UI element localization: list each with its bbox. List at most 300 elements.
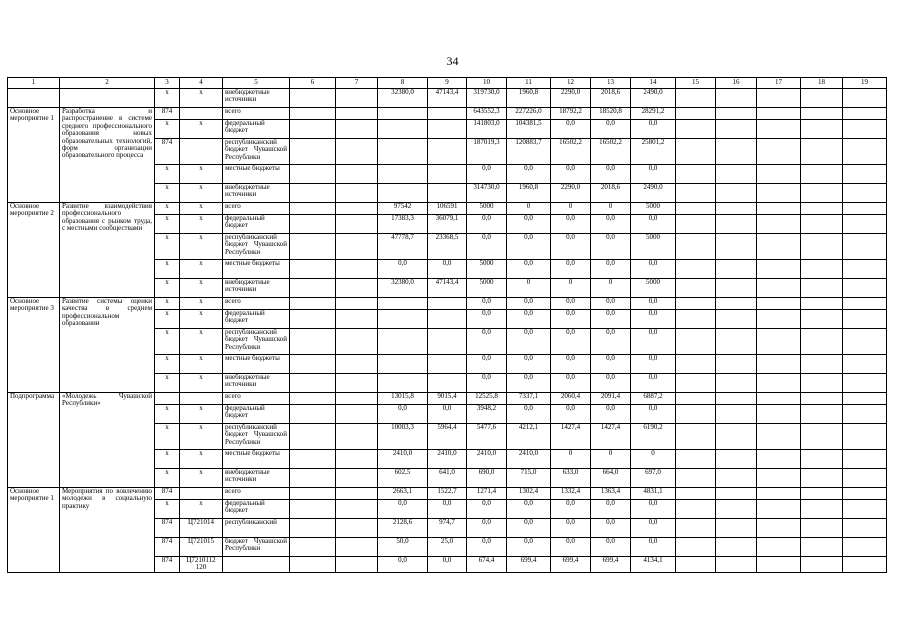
value-cell-c10: 5000 (467, 203, 507, 215)
empty-cell (801, 500, 843, 519)
empty-cell (676, 488, 716, 500)
value-cell-c13: 0,0 (591, 519, 631, 538)
value-cell-c14: 0,0 (631, 120, 676, 139)
grbs-code-cell: x (155, 89, 180, 108)
empty-cell (336, 329, 378, 355)
empty-cell (716, 165, 757, 184)
empty-cell (843, 500, 887, 519)
empty-cell (757, 203, 801, 215)
funding-source-cell: местные бюджеты (223, 165, 290, 184)
value-cell-c14: 0,0 (631, 310, 676, 329)
target-article-cell: x (180, 279, 223, 298)
value-cell-c10: 5000 (467, 260, 507, 279)
empty-cell (757, 450, 801, 469)
empty-cell (801, 405, 843, 424)
value-cell-c11: 0,0 (507, 355, 551, 374)
empty-cell (716, 355, 757, 374)
empty-cell (676, 89, 716, 108)
empty-cell (676, 374, 716, 393)
value-cell-c8 (378, 165, 428, 184)
empty-cell (801, 215, 843, 234)
value-cell-c11: 0,0 (507, 215, 551, 234)
empty-cell (290, 329, 336, 355)
empty-cell (336, 260, 378, 279)
value-cell-c14: 0,0 (631, 165, 676, 184)
empty-cell (716, 215, 757, 234)
funding-source-cell: местные бюджеты (223, 450, 290, 469)
empty-cell (676, 538, 716, 557)
empty-cell (716, 234, 757, 260)
target-article-cell: x (180, 374, 223, 393)
target-article-cell (180, 108, 223, 120)
empty-cell (757, 298, 801, 310)
value-cell-c9 (428, 355, 467, 374)
funding-source-cell (223, 557, 290, 573)
target-article-cell: x (180, 89, 223, 108)
value-cell-c10: 674,4 (467, 557, 507, 573)
value-cell-c10: 2410,0 (467, 450, 507, 469)
value-cell-c8 (378, 374, 428, 393)
empty-cell (843, 519, 887, 538)
value-cell-c8 (378, 355, 428, 374)
empty-cell (757, 355, 801, 374)
empty-cell (290, 203, 336, 215)
empty-cell (336, 355, 378, 374)
empty-cell (676, 519, 716, 538)
empty-cell (290, 469, 336, 488)
table-row (8, 393, 887, 405)
value-cell-c13: 0,0 (591, 329, 631, 355)
empty-cell (716, 120, 757, 139)
value-cell-c10: 141803,0 (467, 120, 507, 139)
grbs-code-cell: 874 (155, 488, 180, 500)
value-cell-c12: 0,0 (551, 329, 591, 355)
empty-cell (716, 500, 757, 519)
value-cell-c10: 1271,4 (467, 488, 507, 500)
target-article-cell: x (180, 450, 223, 469)
value-cell-c12: 16502,2 (551, 139, 591, 165)
value-cell-c8: 10003,3 (378, 424, 428, 450)
empty-cell (676, 203, 716, 215)
empty-cell (336, 500, 378, 519)
funding-source-cell: республиканский бюджет Чувашской Республики (223, 139, 290, 165)
empty-cell (336, 203, 378, 215)
empty-cell (716, 393, 757, 405)
value-cell-c9: 0,0 (428, 405, 467, 424)
empty-cell (801, 469, 843, 488)
table-row (8, 488, 887, 500)
value-cell-c8: 32380,0 (378, 89, 428, 108)
table-row (8, 298, 887, 310)
value-cell-c8 (378, 310, 428, 329)
activity-name-cell: Мероприятия по вовлечению молодежи в социальную практику (60, 488, 155, 573)
grbs-code-cell (155, 393, 180, 405)
value-cell-c10: 5000 (467, 279, 507, 298)
column-header-13: 13 (591, 78, 631, 89)
empty-cell (843, 279, 887, 298)
empty-cell (676, 355, 716, 374)
value-cell-c12: 0,0 (551, 234, 591, 260)
funding-source-cell: внебюджетные источники (223, 89, 290, 108)
grbs-code-cell: x (155, 450, 180, 469)
value-cell-c11: 0,0 (507, 165, 551, 184)
empty-cell (290, 108, 336, 120)
empty-cell (290, 393, 336, 405)
value-cell-c11: 699,4 (507, 557, 551, 573)
value-cell-c9 (428, 165, 467, 184)
column-header-4: 4 (180, 78, 223, 89)
value-cell-c10: 0,0 (467, 234, 507, 260)
value-cell-c13: 0,0 (591, 260, 631, 279)
value-cell-c11: 0 (507, 279, 551, 298)
target-article-cell: x (180, 260, 223, 279)
value-cell-c13: 0 (591, 450, 631, 469)
value-cell-c13: 0,0 (591, 374, 631, 393)
funding-source-cell: республиканский бюджет Чувашской Республики (223, 329, 290, 355)
target-article-cell: x (180, 500, 223, 519)
grbs-code-cell: 874 (155, 139, 180, 165)
empty-cell (290, 89, 336, 108)
value-cell-c10: 12525,8 (467, 393, 507, 405)
empty-cell (676, 329, 716, 355)
empty-cell (801, 108, 843, 120)
value-cell-c13: 0,0 (591, 538, 631, 557)
empty-cell (676, 165, 716, 184)
column-header-14: 14 (631, 78, 676, 89)
column-header-17: 17 (757, 78, 801, 89)
funding-source-cell: республиканский (223, 519, 290, 538)
value-cell-c9: 47143,4 (428, 279, 467, 298)
value-cell-c14: 5000 (631, 279, 676, 298)
empty-cell (290, 260, 336, 279)
activity-type-cell: Основное мероприятие 3 (8, 298, 60, 393)
value-cell-c11: 0,0 (507, 374, 551, 393)
empty-cell (336, 184, 378, 203)
empty-cell (676, 393, 716, 405)
empty-cell (757, 488, 801, 500)
column-header-9: 9 (428, 78, 467, 89)
table-row (8, 89, 887, 108)
empty-cell (716, 557, 757, 573)
target-article-cell: x (180, 329, 223, 355)
empty-cell (676, 557, 716, 573)
empty-cell (843, 355, 887, 374)
column-header-8: 8 (378, 78, 428, 89)
value-cell-c10: 0,0 (467, 298, 507, 310)
funding-source-cell: местные бюджеты (223, 355, 290, 374)
value-cell-c12: 0,0 (551, 310, 591, 329)
value-cell-c8 (378, 139, 428, 165)
target-article-cell (180, 488, 223, 500)
funding-source-cell: всего (223, 298, 290, 310)
empty-cell (716, 203, 757, 215)
value-cell-c13: 0,0 (591, 234, 631, 260)
grbs-code-cell: x (155, 203, 180, 215)
value-cell-c12: 0,0 (551, 120, 591, 139)
target-article-cell: x (180, 165, 223, 184)
value-cell-c12: 0,0 (551, 405, 591, 424)
value-cell-c14: 25801,2 (631, 139, 676, 165)
empty-cell (801, 234, 843, 260)
funding-source-cell: внебюджетные источники (223, 184, 290, 203)
empty-cell (843, 89, 887, 108)
activity-name-cell: Разработка и распространение в системе среднего профессионального образования новых образовательных технологий, форм организации образовательного процесса (60, 108, 155, 203)
empty-cell (757, 120, 801, 139)
empty-cell (716, 184, 757, 203)
value-cell-c8: 2663,1 (378, 488, 428, 500)
empty-cell (716, 374, 757, 393)
value-cell-c12: 0,0 (551, 519, 591, 538)
grbs-code-cell: x (155, 234, 180, 260)
value-cell-c8 (378, 298, 428, 310)
column-header-7: 7 (336, 78, 378, 89)
grbs-code-cell: 874 (155, 557, 180, 573)
empty-cell (843, 393, 887, 405)
value-cell-c12: 0,0 (551, 500, 591, 519)
value-cell-c8: 0,0 (378, 260, 428, 279)
empty-cell (290, 488, 336, 500)
empty-cell (336, 393, 378, 405)
empty-cell (336, 165, 378, 184)
target-article-cell: Ц7210112 120 (180, 557, 223, 573)
empty-cell (757, 184, 801, 203)
empty-cell (843, 424, 887, 450)
value-cell-c13: 16502,2 (591, 139, 631, 165)
value-cell-c13: 0,0 (591, 215, 631, 234)
empty-cell (716, 310, 757, 329)
value-cell-c11: 0,0 (507, 329, 551, 355)
value-cell-c11: 227226,0 (507, 108, 551, 120)
value-cell-c9: 0,0 (428, 260, 467, 279)
value-cell-c11: 1960,8 (507, 89, 551, 108)
value-cell-c11: 715,0 (507, 469, 551, 488)
activity-type-cell: Основное мероприятие 1 (8, 108, 60, 203)
target-article-cell: x (180, 203, 223, 215)
value-cell-c9: 0,0 (428, 500, 467, 519)
value-cell-c8: 32380,0 (378, 279, 428, 298)
empty-cell (290, 234, 336, 260)
value-cell-c13: 0,0 (591, 500, 631, 519)
table-body (8, 78, 887, 573)
value-cell-c9: 47143,4 (428, 89, 467, 108)
target-article-cell: Ц721015 (180, 538, 223, 557)
value-cell-c9: 106591 (428, 203, 467, 215)
value-cell-c10: 690,0 (467, 469, 507, 488)
empty-cell (757, 279, 801, 298)
column-header-6: 6 (290, 78, 336, 89)
empty-cell (843, 469, 887, 488)
value-cell-c11: 0 (507, 203, 551, 215)
empty-cell (757, 139, 801, 165)
empty-cell (843, 234, 887, 260)
column-header-15: 15 (676, 78, 716, 89)
empty-cell (290, 424, 336, 450)
value-cell-c13: 0,0 (591, 298, 631, 310)
value-cell-c14: 0,0 (631, 405, 676, 424)
empty-cell (676, 260, 716, 279)
empty-cell (716, 488, 757, 500)
empty-cell (336, 139, 378, 165)
column-header-5: 5 (223, 78, 290, 89)
empty-cell (336, 310, 378, 329)
empty-cell (801, 393, 843, 405)
value-cell-c9 (428, 310, 467, 329)
empty-cell (716, 89, 757, 108)
value-cell-c14: 0,0 (631, 298, 676, 310)
table-row (8, 203, 887, 215)
value-cell-c12: 18792,2 (551, 108, 591, 120)
value-cell-c13: 0,0 (591, 355, 631, 374)
value-cell-c9: 5964,4 (428, 424, 467, 450)
value-cell-c11: 1960,8 (507, 184, 551, 203)
value-cell-c13: 18520,8 (591, 108, 631, 120)
empty-cell (676, 310, 716, 329)
value-cell-c13: 2018,6 (591, 184, 631, 203)
value-cell-c12: 2290,0 (551, 184, 591, 203)
value-cell-c14: 5000 (631, 234, 676, 260)
empty-cell (336, 374, 378, 393)
target-article-cell: x (180, 405, 223, 424)
empty-cell (801, 329, 843, 355)
empty-cell (801, 310, 843, 329)
empty-cell (757, 215, 801, 234)
value-cell-c11: 0,0 (507, 519, 551, 538)
value-cell-c12: 0,0 (551, 165, 591, 184)
funding-source-cell: внебюджетные источники (223, 279, 290, 298)
empty-cell (843, 120, 887, 139)
value-cell-c9: 1522,7 (428, 488, 467, 500)
target-article-cell: x (180, 310, 223, 329)
value-cell-c9: 36079,1 (428, 215, 467, 234)
empty-cell (843, 329, 887, 355)
empty-cell (757, 329, 801, 355)
empty-cell (676, 279, 716, 298)
value-cell-c9: 0,0 (428, 557, 467, 573)
value-cell-c14: 697,0 (631, 469, 676, 488)
empty-cell (801, 519, 843, 538)
value-cell-c8: 2128,6 (378, 519, 428, 538)
activity-name-cell (60, 89, 155, 108)
target-article-cell (180, 139, 223, 165)
value-cell-c10: 0,0 (467, 310, 507, 329)
empty-cell (716, 298, 757, 310)
target-article-cell: x (180, 120, 223, 139)
empty-cell (843, 165, 887, 184)
value-cell-c12: 0,0 (551, 298, 591, 310)
empty-cell (290, 405, 336, 424)
empty-cell (843, 538, 887, 557)
empty-cell (843, 405, 887, 424)
value-cell-c9 (428, 120, 467, 139)
value-cell-c11: 2410,0 (507, 450, 551, 469)
grbs-code-cell: x (155, 184, 180, 203)
value-cell-c12: 0 (551, 203, 591, 215)
value-cell-c14: 4134,1 (631, 557, 676, 573)
empty-cell (290, 165, 336, 184)
value-cell-c11: 0,0 (507, 538, 551, 557)
empty-cell (290, 355, 336, 374)
empty-cell (801, 203, 843, 215)
empty-cell (290, 519, 336, 538)
grbs-code-cell: x (155, 165, 180, 184)
target-article-cell: x (180, 298, 223, 310)
empty-cell (757, 89, 801, 108)
empty-cell (801, 355, 843, 374)
value-cell-c13: 0,0 (591, 165, 631, 184)
empty-cell (676, 405, 716, 424)
target-article-cell: x (180, 234, 223, 260)
target-article-cell: x (180, 355, 223, 374)
empty-cell (843, 108, 887, 120)
empty-cell (336, 234, 378, 260)
target-article-cell: x (180, 469, 223, 488)
value-cell-c10: 319730,0 (467, 89, 507, 108)
value-cell-c9: 23368,5 (428, 234, 467, 260)
value-cell-c12: 699,4 (551, 557, 591, 573)
empty-cell (336, 279, 378, 298)
empty-cell (757, 469, 801, 488)
empty-cell (801, 557, 843, 573)
column-header-12: 12 (551, 78, 591, 89)
value-cell-c10: 643552,3 (467, 108, 507, 120)
empty-cell (757, 519, 801, 538)
column-header-11: 11 (507, 78, 551, 89)
value-cell-c9: 974,7 (428, 519, 467, 538)
value-cell-c13: 664,0 (591, 469, 631, 488)
empty-cell (801, 450, 843, 469)
funding-source-cell: республиканский бюджет Чувашской Республики (223, 234, 290, 260)
value-cell-c12: 0,0 (551, 374, 591, 393)
value-cell-c8 (378, 108, 428, 120)
activity-type-cell: Основное мероприятие 1 (8, 488, 60, 573)
grbs-code-cell: 874 (155, 108, 180, 120)
value-cell-c12: 0,0 (551, 538, 591, 557)
grbs-code-cell: x (155, 355, 180, 374)
column-header-19: 19 (843, 78, 887, 89)
empty-cell (336, 469, 378, 488)
value-cell-c14: 0,0 (631, 215, 676, 234)
value-cell-c14: 0,0 (631, 329, 676, 355)
table-row (8, 108, 887, 120)
activity-type-cell: Подпрограмма (8, 393, 60, 488)
empty-cell (843, 203, 887, 215)
value-cell-c9 (428, 139, 467, 165)
grbs-code-cell: x (155, 469, 180, 488)
empty-cell (336, 89, 378, 108)
value-cell-c12: 0,0 (551, 355, 591, 374)
empty-cell (336, 424, 378, 450)
grbs-code-cell: x (155, 298, 180, 310)
value-cell-c10: 0,0 (467, 500, 507, 519)
target-article-cell: Ц721014 (180, 519, 223, 538)
empty-cell (843, 298, 887, 310)
value-cell-c8: 0,0 (378, 557, 428, 573)
empty-cell (676, 469, 716, 488)
column-header-3: 3 (155, 78, 180, 89)
activity-type-cell: Основное мероприятие 2 (8, 203, 60, 298)
funding-source-cell: внебюджетные источники (223, 469, 290, 488)
value-cell-c11: 1302,4 (507, 488, 551, 500)
value-cell-c13: 0 (591, 279, 631, 298)
empty-cell (336, 215, 378, 234)
value-cell-c14: 0,0 (631, 355, 676, 374)
value-cell-c10: 3948,2 (467, 405, 507, 424)
empty-cell (757, 374, 801, 393)
empty-cell (757, 424, 801, 450)
empty-cell (336, 298, 378, 310)
empty-cell (336, 557, 378, 573)
value-cell-c8: 50,0 (378, 538, 428, 557)
